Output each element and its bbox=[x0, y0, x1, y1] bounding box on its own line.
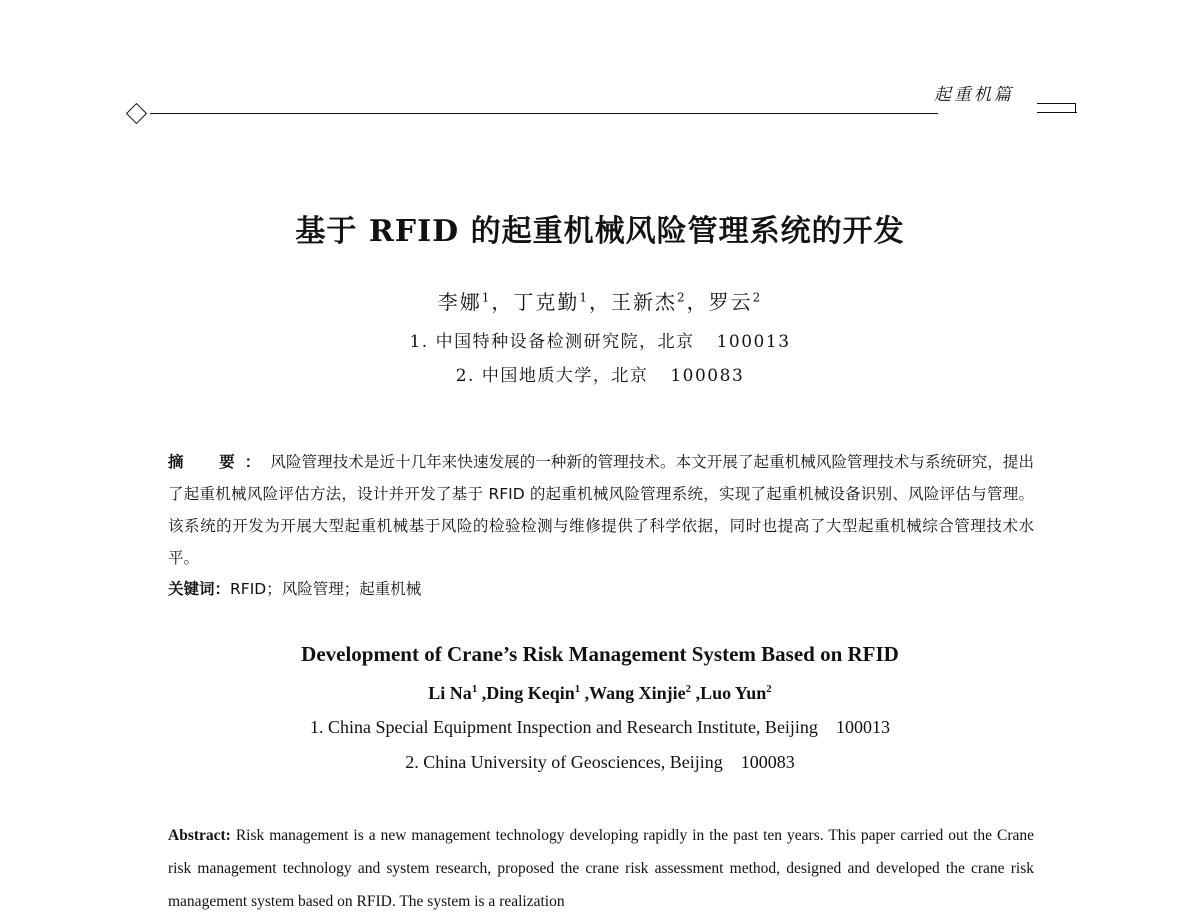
english-author: Wang Xinjie$^2$ , bbox=[589, 683, 701, 703]
english-author: Luo Yun$^2$ bbox=[700, 683, 772, 703]
english-abstract-label: Abstract: bbox=[168, 827, 236, 844]
header-tab-base bbox=[1037, 112, 1077, 113]
chinese-keywords-text: RFID；风险管理；起重机械 bbox=[230, 580, 422, 598]
english-abstract-text: Risk management is a new management technology developing rapidly in the past ten years. This paper carried out the Crane risk management technology and system research, proposed the crane risk assessment method, designed and developed the crane risk management system based on RFID. The system is a realization bbox=[168, 827, 1034, 910]
english-affiliation-1: 1. China Special Equipment Inspection and Research Institute, Beijing 100013 bbox=[310, 717, 890, 737]
chinese-author: 丁克勤$^1$， bbox=[513, 290, 611, 314]
english-abstract bbox=[168, 819, 1034, 918]
chinese-title: 基于 RFID 的起重机械风险管理系统的开发 bbox=[295, 214, 905, 249]
chinese-abstract bbox=[168, 446, 1034, 574]
english-authors bbox=[0, 683, 1200, 704]
chinese-keywords bbox=[168, 577, 421, 599]
chinese-affiliation-2: 2. 中国地质大学，北京 100083 bbox=[455, 366, 745, 386]
chinese-abstract-text: 风险管理技术是近十几年来快速发展的一种新的管理技术。本文开展了起重机械风险管理技术与系统研究，提出了起重机械风险评估方法，设计并开发了基于 RFID 的起重机械风险管理系统，实现了起重机械设备识别、风险评估与管理。该系统的开发为开展大型起重机械基于风险的检验检测与维修提供了科学依据，同时也提高了大型起重机械综合管理技术水平。 bbox=[168, 453, 1034, 567]
running-head: 起重机篇 bbox=[934, 85, 1014, 105]
chinese-author: 李娜$^1$， bbox=[437, 290, 514, 314]
chinese-authors bbox=[0, 286, 1200, 315]
english-author: Ding Keqin$^1$ , bbox=[486, 683, 590, 703]
chinese-author: 王新杰$^2$， bbox=[611, 290, 709, 314]
header-rule bbox=[150, 113, 938, 114]
chinese-keywords-label: 关键词： bbox=[168, 580, 231, 598]
diamond-ornament-icon bbox=[126, 103, 147, 124]
chinese-author: 罗云$^2$ bbox=[708, 290, 763, 314]
english-title: Development of Crane’s Risk Management System Based on RFID bbox=[301, 642, 899, 666]
chinese-abstract-label: 摘 要： bbox=[168, 453, 271, 471]
english-author: Li Na$^1$ , bbox=[428, 683, 487, 703]
english-affiliation-2: 2. China University of Geosciences, Beijing 100083 bbox=[405, 752, 795, 772]
chinese-affiliation-1: 1. 中国特种设备检测研究院，北京 100013 bbox=[409, 332, 791, 352]
